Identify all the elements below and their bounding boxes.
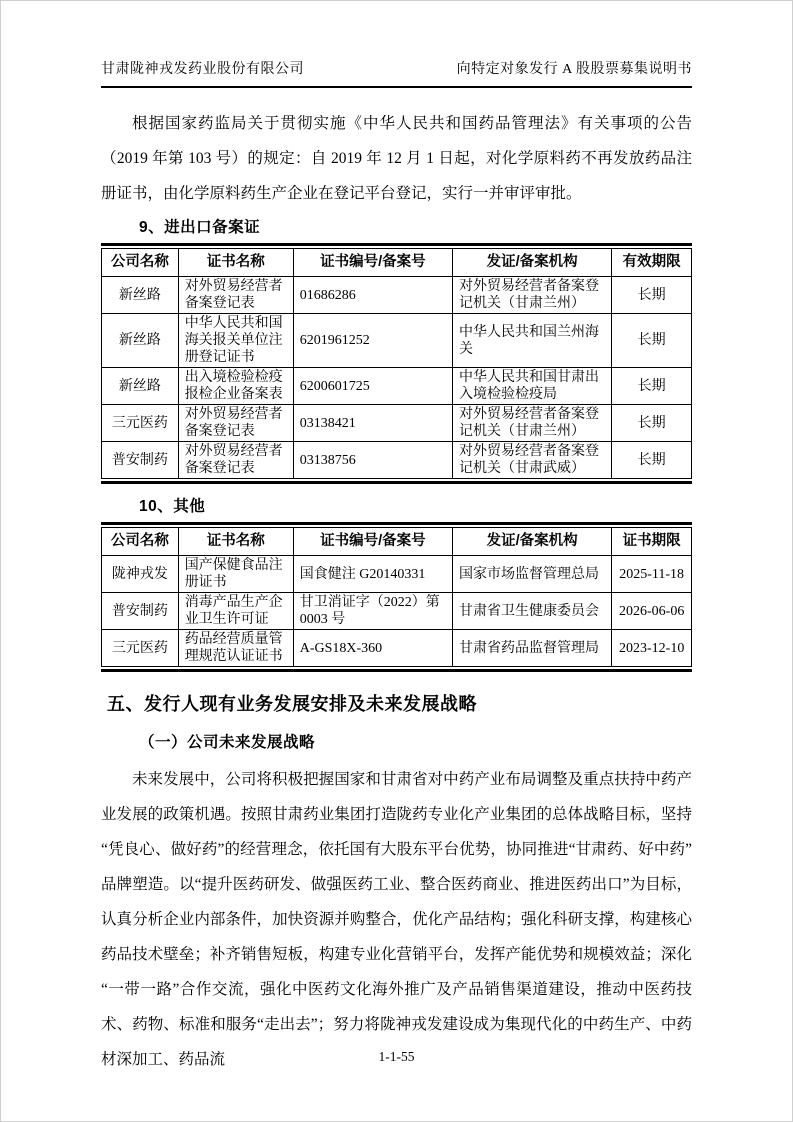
table-cell: 新丝路 bbox=[102, 277, 179, 314]
intro-paragraph: 根据国家药监局关于贯彻实施《中华人民共和国药品管理法》有关事项的公告（2019 年第 103 号）的规定：自 2019 年 12 月 1 日起，对化学原料药不再发放药品注册证书，由化学原料药生产企业在登记平台登记，实行一并审评审批。 bbox=[101, 115, 692, 202]
table-cell: 普安制药 bbox=[102, 442, 179, 479]
table-row bbox=[102, 442, 692, 479]
table-cell: 2025-11-18 bbox=[612, 556, 692, 593]
header-doc-title: 向特定对象发行 A 股股票募集说明书 bbox=[456, 62, 692, 77]
table-cell: 中华人民共和国甘肃出入境检验检疫局 bbox=[453, 368, 612, 405]
page-number: 1-1-55 bbox=[378, 1049, 415, 1064]
table-cell: 中华人民共和国兰州海关 bbox=[453, 314, 612, 368]
section-10-heading: 10、其他 bbox=[139, 498, 206, 515]
table-cell: 中华人民共和国海关报关单位注册登记证书 bbox=[178, 314, 293, 368]
header-company-name: 甘肃陇神戎发药业股份有限公司 bbox=[101, 62, 304, 77]
table-row bbox=[102, 405, 692, 442]
table-cell: 甘肃省药品监督管理局 bbox=[453, 630, 612, 667]
column-header: 证书名称 bbox=[178, 528, 293, 556]
section-9-heading: 9、进出口备案证 bbox=[139, 219, 261, 236]
chapter-5-subsection-1-heading: （一）公司未来发展战略 bbox=[139, 734, 316, 751]
import-export-table-wrap bbox=[101, 243, 692, 484]
table-cell: 对外贸易经营者备案登记机关（甘肃兰州） bbox=[453, 405, 612, 442]
table-cell: A-GS18X-360 bbox=[293, 630, 452, 667]
column-header: 证书编号/备案号 bbox=[293, 249, 452, 277]
table-cell: 长期 bbox=[612, 368, 692, 405]
table-cell: 消毒产品生产企业卫生许可证 bbox=[178, 593, 293, 630]
table-row bbox=[102, 368, 692, 405]
table-cell: 6200601725 bbox=[293, 368, 452, 405]
table-cell: 甘卫消证字（2022）第 0003 号 bbox=[293, 593, 452, 630]
table-row bbox=[102, 630, 692, 667]
other-certificates-table bbox=[101, 527, 692, 667]
table-cell: 对外贸易经营者备案登记机关（甘肃武威） bbox=[453, 442, 612, 479]
column-header: 发证/备案机构 bbox=[453, 528, 612, 556]
table-row bbox=[102, 314, 692, 368]
column-header: 证书编号/备案号 bbox=[293, 528, 452, 556]
column-header: 证书期限 bbox=[612, 528, 692, 556]
other-certificates-table-wrap bbox=[101, 522, 692, 672]
table-cell: 三元医药 bbox=[102, 630, 179, 667]
table-cell: 对外贸易经营者备案登记机关（甘肃兰州） bbox=[453, 277, 612, 314]
page-header bbox=[101, 1, 692, 88]
table-cell: 03138421 bbox=[293, 405, 452, 442]
table-cell: 长期 bbox=[612, 314, 692, 368]
strategy-paragraph: 未来发展中，公司将积极把握国家和甘肃省对中药产业布局调整及重点扶持中药产业发展的政策机遇。按照甘肃药业集团打造陇药专业化产业集团的总体战略目标，坚持“凭良心、做好药”的经营理念，依托国有大股东平台优势，协同推进“甘肃药、好中药”品牌塑造。以“提升医药研发、做强医药工业、整合医药商业、推进医药出口”为目标，认真分析企业内部条件，加快资源并购整合，优化产品结构；强化科研支撑，构建核心药品技术壁垒；补齐销售短板，构建专业化营销平台，发挥产能优势和规模效益；深化“一带一路”合作交流，强化中医药文化海外推广及产品销售渠道建设，推动中医药技术、药物、标准和服务“走出去”；努力将陇神戎发建设成为集现代化的中药生产、中药材深加工、药品流 bbox=[101, 771, 692, 1068]
table-cell: 甘肃省卫生健康委员会 bbox=[453, 593, 612, 630]
table-cell: 三元医药 bbox=[102, 405, 179, 442]
table-row bbox=[102, 277, 692, 314]
table-cell: 药品经营质量管理规范认证证书 bbox=[178, 630, 293, 667]
table-cell: 2023-12-10 bbox=[612, 630, 692, 667]
table-cell: 出入境检验检疫报检企业备案表 bbox=[178, 368, 293, 405]
table-header-row bbox=[102, 249, 692, 277]
table-row bbox=[102, 556, 692, 593]
table-cell: 对外贸易经营者备案登记表 bbox=[178, 442, 293, 479]
table-header-row bbox=[102, 528, 692, 556]
column-header: 证书名称 bbox=[178, 249, 293, 277]
table-cell: 普安制药 bbox=[102, 593, 179, 630]
table-cell: 6201961252 bbox=[293, 314, 452, 368]
page-body bbox=[101, 106, 692, 1077]
table-cell: 国产保健食品注册证书 bbox=[178, 556, 293, 593]
chapter-5-heading: 五、发行人现有业务发展安排及未来发展战略 bbox=[107, 694, 477, 714]
table-cell: 陇神戎发 bbox=[102, 556, 179, 593]
column-header: 公司名称 bbox=[102, 528, 179, 556]
table-cell: 长期 bbox=[612, 277, 692, 314]
column-header: 发证/备案机构 bbox=[453, 249, 612, 277]
table-cell: 新丝路 bbox=[102, 314, 179, 368]
table-cell: 国食健注 G20140331 bbox=[293, 556, 452, 593]
table-cell: 新丝路 bbox=[102, 368, 179, 405]
table-cell: 对外贸易经营者备案登记表 bbox=[178, 277, 293, 314]
table-cell: 对外贸易经营者备案登记表 bbox=[178, 405, 293, 442]
page-footer bbox=[1, 1049, 792, 1065]
table-row bbox=[102, 593, 692, 630]
table-cell: 01686286 bbox=[293, 277, 452, 314]
table-cell: 03138756 bbox=[293, 442, 452, 479]
table-cell: 长期 bbox=[612, 442, 692, 479]
import-export-license-table bbox=[101, 248, 692, 479]
table-cell: 2026-06-06 bbox=[612, 593, 692, 630]
table-cell: 长期 bbox=[612, 405, 692, 442]
table-cell: 国家市场监督管理总局 bbox=[453, 556, 612, 593]
column-header: 公司名称 bbox=[102, 249, 179, 277]
column-header: 有效期限 bbox=[612, 249, 692, 277]
